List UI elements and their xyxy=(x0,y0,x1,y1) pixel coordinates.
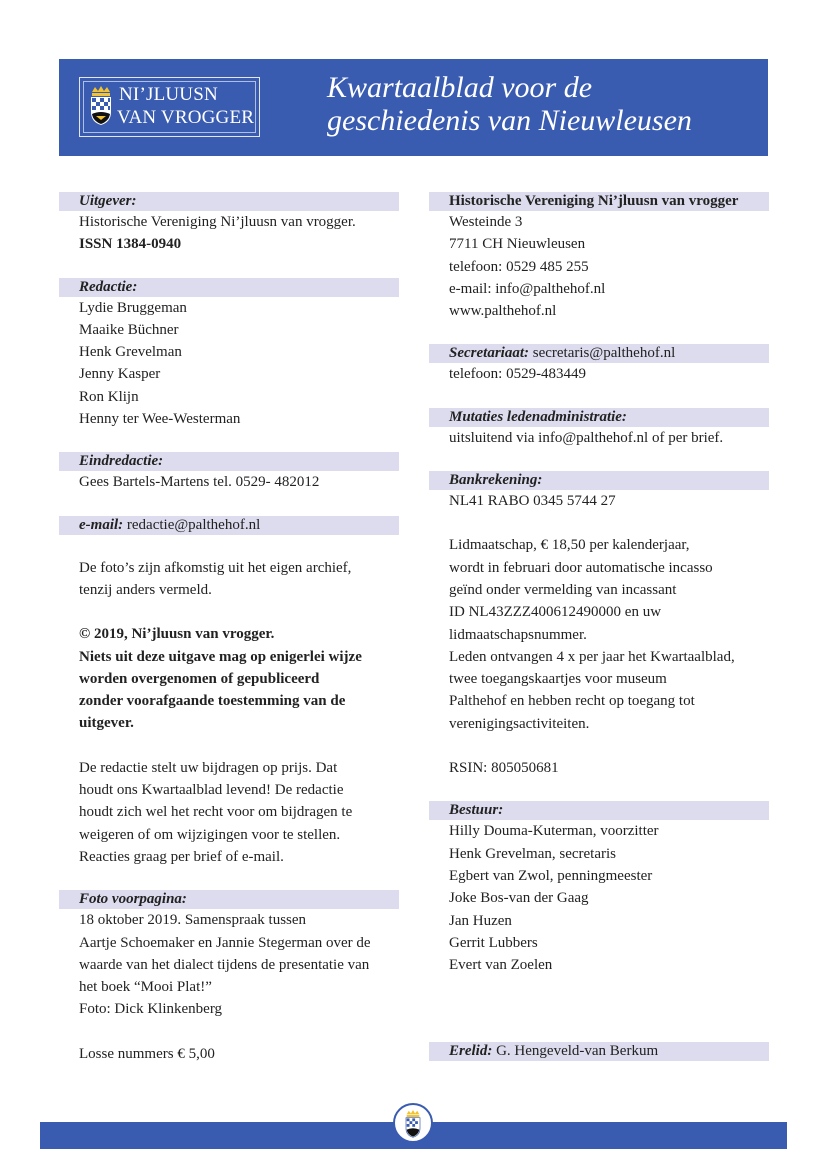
uitgever-heading: Uitgever: xyxy=(59,192,399,211)
foto-voorpagina-line: het boek “Mooi Plat!” xyxy=(79,979,212,996)
bestuur-member: Joke Bos-van der Gaag xyxy=(449,890,589,907)
phone-line: telefoon: 0529 485 255 xyxy=(449,258,589,275)
lidmaatschap-line: wordt in februari door automatische incasso xyxy=(449,559,713,576)
footer-seal xyxy=(393,1103,433,1143)
address-line: 7711 CH Nieuwleusen xyxy=(449,236,586,253)
lidmaatschap-line: twee toegangskaartjes voor museum xyxy=(449,671,667,688)
copyright-line: zonder voorafgaande toestemming van de xyxy=(79,693,346,710)
email-heading xyxy=(59,516,399,535)
fotos-note: tenzij anders vermeld. xyxy=(79,581,212,598)
bestuur-member: Hilly Douma-Kuterman, voorzitter xyxy=(449,823,659,840)
copyright-line: © 2019, Ni’jluusn van vrogger. xyxy=(79,626,275,643)
bijdragen-line: houdt ons Kwartaalblad levend! De redactie xyxy=(79,782,344,799)
bijdragen-line: houdt zich wel het recht voor om bijdragen te xyxy=(79,804,353,821)
mutaties-heading: Mutaties ledenadministratie: xyxy=(429,408,769,427)
lidmaatschap-line: Leden ontvangen 4 x per jaar het Kwartaalblad, xyxy=(449,648,735,665)
banner-title-line1: Kwartaalblad voor de xyxy=(327,71,593,104)
crest-icon xyxy=(403,1110,423,1138)
fotos-note: De foto’s zijn afkomstig uit het eigen archief, xyxy=(79,559,352,576)
website-link[interactable]: www.palthehof.nl xyxy=(449,303,557,320)
bestuur-member: Gerrit Lubbers xyxy=(449,934,538,951)
address-line: Westeinde 3 xyxy=(449,214,523,230)
rsin-line: RSIN: 805050681 xyxy=(449,760,559,777)
banner-title-line2: geschiedenis van Nieuwleusen xyxy=(327,104,692,137)
email-line[interactable]: e-mail: info@palthehof.nl xyxy=(449,280,606,297)
redactie-heading: Redactie: xyxy=(59,278,399,297)
foto-voorpagina-line: 18 oktober 2019. Samenspraak tussen xyxy=(79,912,307,929)
eindredactie-line: Gees Bartels-Martens tel. 0529- 482012 xyxy=(79,474,320,491)
crest-icon xyxy=(89,86,113,126)
bestuur-heading: Bestuur: xyxy=(429,801,769,820)
bijdragen-line: weigeren of om wijzigingen voor te stellen. xyxy=(79,826,341,843)
foto-voorpagina-heading: Foto voorpagina: xyxy=(59,890,399,909)
uitgever-line: Historische Vereniging Ni’jluusn van vrogger. xyxy=(79,214,356,230)
redactie-member: Henny ter Wee-Westerman xyxy=(79,411,241,428)
logo xyxy=(79,77,260,137)
redactie-member: Jenny Kasper xyxy=(79,366,161,383)
foto-voorpagina-line: Aartje Schoemaker en Jannie Stegerman over de xyxy=(79,934,371,951)
lidmaatschap-line: ID NL43ZZZ400612490000 en uw xyxy=(449,604,662,621)
bestuur-member: Egbert van Zwol, penningmeester xyxy=(449,867,653,884)
lidmaatschap-line: lidmaatschapsnummer. xyxy=(449,626,587,643)
right-column xyxy=(449,192,769,1061)
losse-nummers: Losse nummers € 5,00 xyxy=(79,1045,215,1062)
lidmaatschap-line: verenigingsactiviteiten. xyxy=(449,715,590,732)
copyright-line: uitgever. xyxy=(79,715,134,732)
vereniging-heading: Historische Vereniging Ni’jluusn van vrogger xyxy=(429,192,769,211)
secretariaat-heading xyxy=(429,344,769,363)
left-column xyxy=(79,192,399,1065)
redactie-member: Lydie Bruggeman xyxy=(79,299,187,316)
lidmaatschap-line: Lidmaatschap, € 18,50 per kalenderjaar, xyxy=(449,537,690,554)
eindredactie-heading: Eindredactie: xyxy=(59,452,399,471)
foto-voorpagina-line: Foto: Dick Klinkenberg xyxy=(79,1001,223,1018)
bankrekening-heading: Bankrekening: xyxy=(429,471,769,490)
erelid-heading xyxy=(429,1042,769,1061)
secretariaat-email[interactable]: secretaris@palthehof.nl xyxy=(532,345,676,362)
iban-line: NL41 RABO 0345 5744 27 xyxy=(449,493,616,510)
lidmaatschap-line: geïnd onder vermelding van incassant xyxy=(449,581,677,598)
copyright-line: Niets uit deze uitgave mag op enigerlei wijze xyxy=(79,648,362,665)
bijdragen-line: Reacties graag per brief of e-mail. xyxy=(79,848,284,865)
mutaties-line: uitsluitend via info@palthehof.nl of per brief. xyxy=(449,429,724,446)
lidmaatschap-line: Palthehof en hebben recht op toegang tot xyxy=(449,693,695,710)
logo-text-line2: VAN VROGGER xyxy=(117,107,255,128)
copyright-line: worden overgenomen of gepubliceerd xyxy=(79,670,320,687)
bestuur-member: Evert van Zoelen xyxy=(449,957,553,974)
redactie-member: Ron Klijn xyxy=(79,388,139,405)
bestuur-member: Jan Huzen xyxy=(449,912,512,929)
redactie-member: Maaike Büchner xyxy=(79,321,179,338)
header-banner xyxy=(59,59,768,156)
erelid-name: G. Hengeveld-van Berkum xyxy=(496,1043,659,1060)
erelid-label: Erelid: xyxy=(449,1043,493,1060)
email-label: e-mail: xyxy=(79,516,124,533)
secretariaat-label: Secretariaat: xyxy=(449,345,529,362)
issn-line: ISSN 1384-0940 xyxy=(79,236,182,253)
bestuur-member: Henk Grevelman, secretaris xyxy=(449,845,617,862)
foto-voorpagina-line: waarde van het dialect tijdens de presentatie van xyxy=(79,956,370,973)
bijdragen-line: De redactie stelt uw bijdragen op prijs. Dat xyxy=(79,759,338,776)
logo-text-line1: NI’JLUUSN xyxy=(119,84,218,105)
banner-title xyxy=(327,71,757,137)
email-link[interactable]: redactie@palthehof.nl xyxy=(126,516,261,533)
secretariaat-phone: telefoon: 0529-483449 xyxy=(449,366,587,383)
redactie-member: Henk Grevelman xyxy=(79,344,182,361)
